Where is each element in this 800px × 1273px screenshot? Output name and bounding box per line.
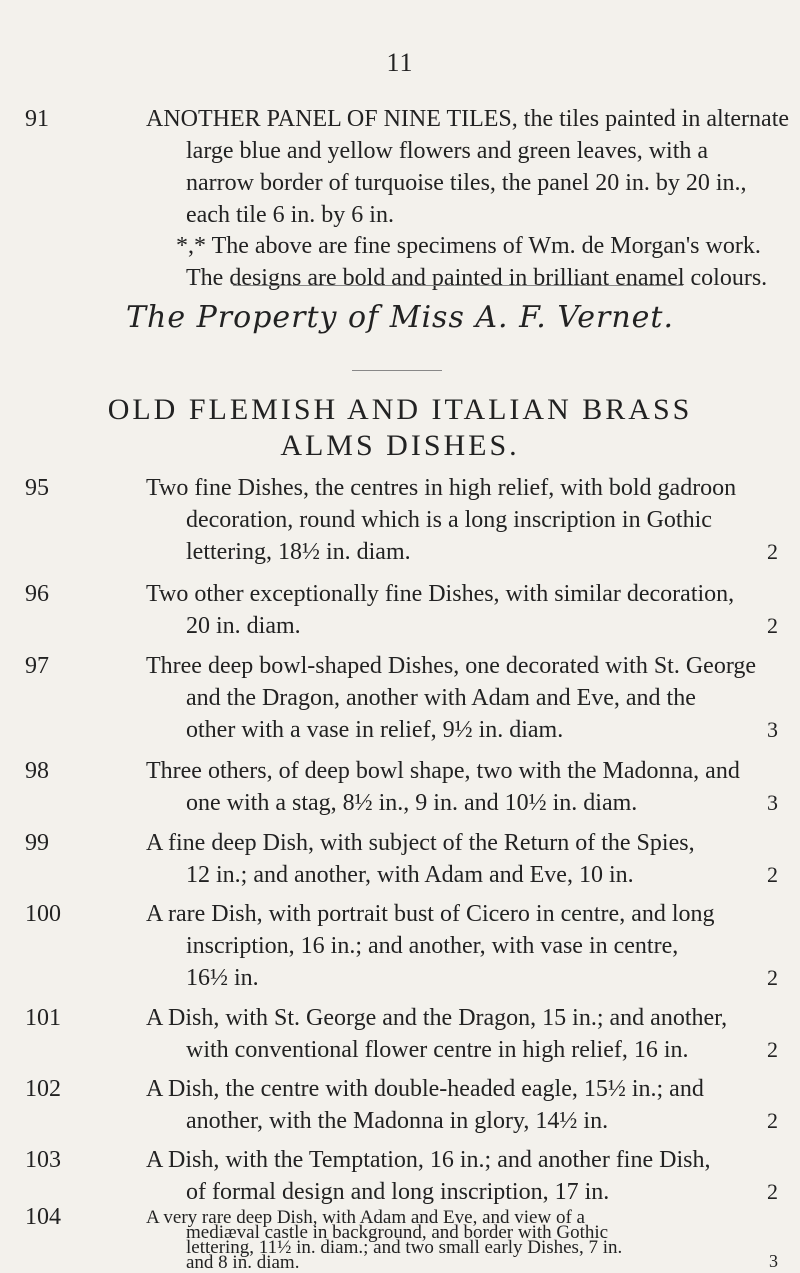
short-divider-rule (352, 370, 442, 371)
lot-description-line: inscription, 16 in.; and another, with vase in centre, (186, 933, 679, 959)
lot-description-line: 16½ in. (186, 965, 259, 991)
lot-number: 98 (25, 758, 49, 784)
lot-quantity: 2 (767, 1179, 778, 1204)
lot-number: 96 (25, 581, 49, 607)
lot-description-line: of formal design and long inscription, 17 in. (186, 1179, 610, 1205)
property-heading: The Property of Miss A. F. Vernet. (125, 300, 674, 335)
lot-quantity: 3 (767, 790, 778, 815)
lot-description-line: 20 in. diam. (186, 613, 301, 639)
lot-description-line: other with a vase in relief, 9½ in. diam. (186, 717, 564, 743)
lot-description-line: A very rare deep Dish, with Adam and Eve, and view of a (146, 1207, 585, 1228)
lot-description (146, 755, 776, 819)
lot-description-line: A Dish, with St. George and the Dragon, 15 in.; and another, (146, 1005, 728, 1031)
lot-description (146, 650, 776, 746)
section-heading-line-1: OLD FLEMISH AND ITALIAN BRASS (107, 393, 693, 426)
lot-description (146, 103, 790, 231)
lot-description-line: one with a stag, 8½ in., 9 in. and 10½ in. diam. (186, 790, 638, 816)
lot-description-line: narrow border of turquoise tiles, the panel 20 in. by 20 in., (186, 170, 747, 196)
section-heading-line-2: ALMS DISHES. (280, 429, 520, 462)
lot-description (146, 1073, 776, 1137)
lot-description (146, 1002, 776, 1066)
lot-description-line: Three deep bowl-shaped Dishes, one decorated with St. George (146, 653, 757, 679)
lot-description-line: 12 in.; and another, with Adam and Eve, 10 in. (186, 862, 634, 888)
lot-description-line: and 8 in. diam. (186, 1252, 300, 1273)
lot-number: 97 (25, 653, 49, 679)
lot-description-line: A fine deep Dish, with subject of the Return of the Spies, (146, 830, 695, 856)
lot-number: 101 (25, 1005, 61, 1031)
lot-description-line: another, with the Madonna in glory, 14½ in. (186, 1108, 609, 1134)
lot-description-line: Three others, of deep bowl shape, two with the Madonna, and (146, 758, 740, 784)
lot-quantity: 2 (767, 862, 778, 887)
lot-description (146, 578, 776, 642)
note-line: The designs are bold and painted in brilliant enamel colours. (186, 265, 768, 291)
lot-description-line: each tile 6 in. by 6 in. (186, 202, 394, 228)
lot-number: 103 (25, 1147, 61, 1173)
lot-description (146, 472, 776, 568)
lot-description-line: mediæval castle in background, and border with Gothic (186, 1222, 609, 1243)
lot-description-line: with conventional flower centre in high relief, 16 in. (186, 1037, 689, 1063)
lot-number: 99 (25, 830, 49, 856)
lot-number: 104 (25, 1204, 61, 1230)
lot-quantity: 2 (767, 1108, 778, 1133)
lot-description-line: A Dish, with the Temptation, 16 in.; and another fine Dish, (146, 1147, 711, 1173)
lot-description (146, 1207, 776, 1273)
lot-description (146, 898, 776, 994)
lot-description-line: lettering, 11½ in. diam.; and two small early Dishes, 7 in. (186, 1237, 623, 1258)
lot-description-line: Two fine Dishes, the centres in high relief, with bold gadroon (146, 475, 737, 501)
lot-description-line: Two other exceptionally fine Dishes, with similar decoration, (146, 581, 735, 607)
lot-description-line: decoration, round which is a long inscription in Gothic (186, 507, 712, 533)
lot-description (146, 827, 776, 891)
lot-number: 91 (25, 106, 49, 132)
lot-description-line: A Dish, the centre with double-headed eagle, 15½ in.; and (146, 1076, 704, 1102)
lot-description (146, 1144, 776, 1208)
lot-number: 95 (25, 475, 49, 501)
lot-quantity: 2 (767, 1037, 778, 1062)
lot-quantity: 3 (767, 717, 778, 742)
lot-quantity: 2 (767, 539, 778, 564)
lot-quantity: 3 (769, 1251, 778, 1271)
lot-number: 100 (25, 901, 61, 927)
lot-description-line: A rare Dish, with portrait bust of Cicero in centre, and long (146, 901, 715, 927)
lot-description-line: and the Dragon, another with Adam and Eve, and the (186, 685, 696, 711)
lot-description-line: lettering, 18½ in. diam. (186, 539, 411, 565)
lot-number: 102 (25, 1076, 61, 1102)
divider-rule (233, 285, 683, 286)
lot-description-line: large blue and yellow flowers and green leaves, with a (186, 138, 709, 164)
page-number: 11 (386, 48, 414, 77)
lot-quantity: 2 (767, 613, 778, 638)
note-line: *,* The above are fine specimens of Wm. de Morgan's work. (176, 233, 761, 259)
lot-description-line: ANOTHER PANEL OF NINE TILES, the tiles painted in alternate (146, 106, 790, 132)
lot-quantity: 2 (767, 965, 778, 990)
